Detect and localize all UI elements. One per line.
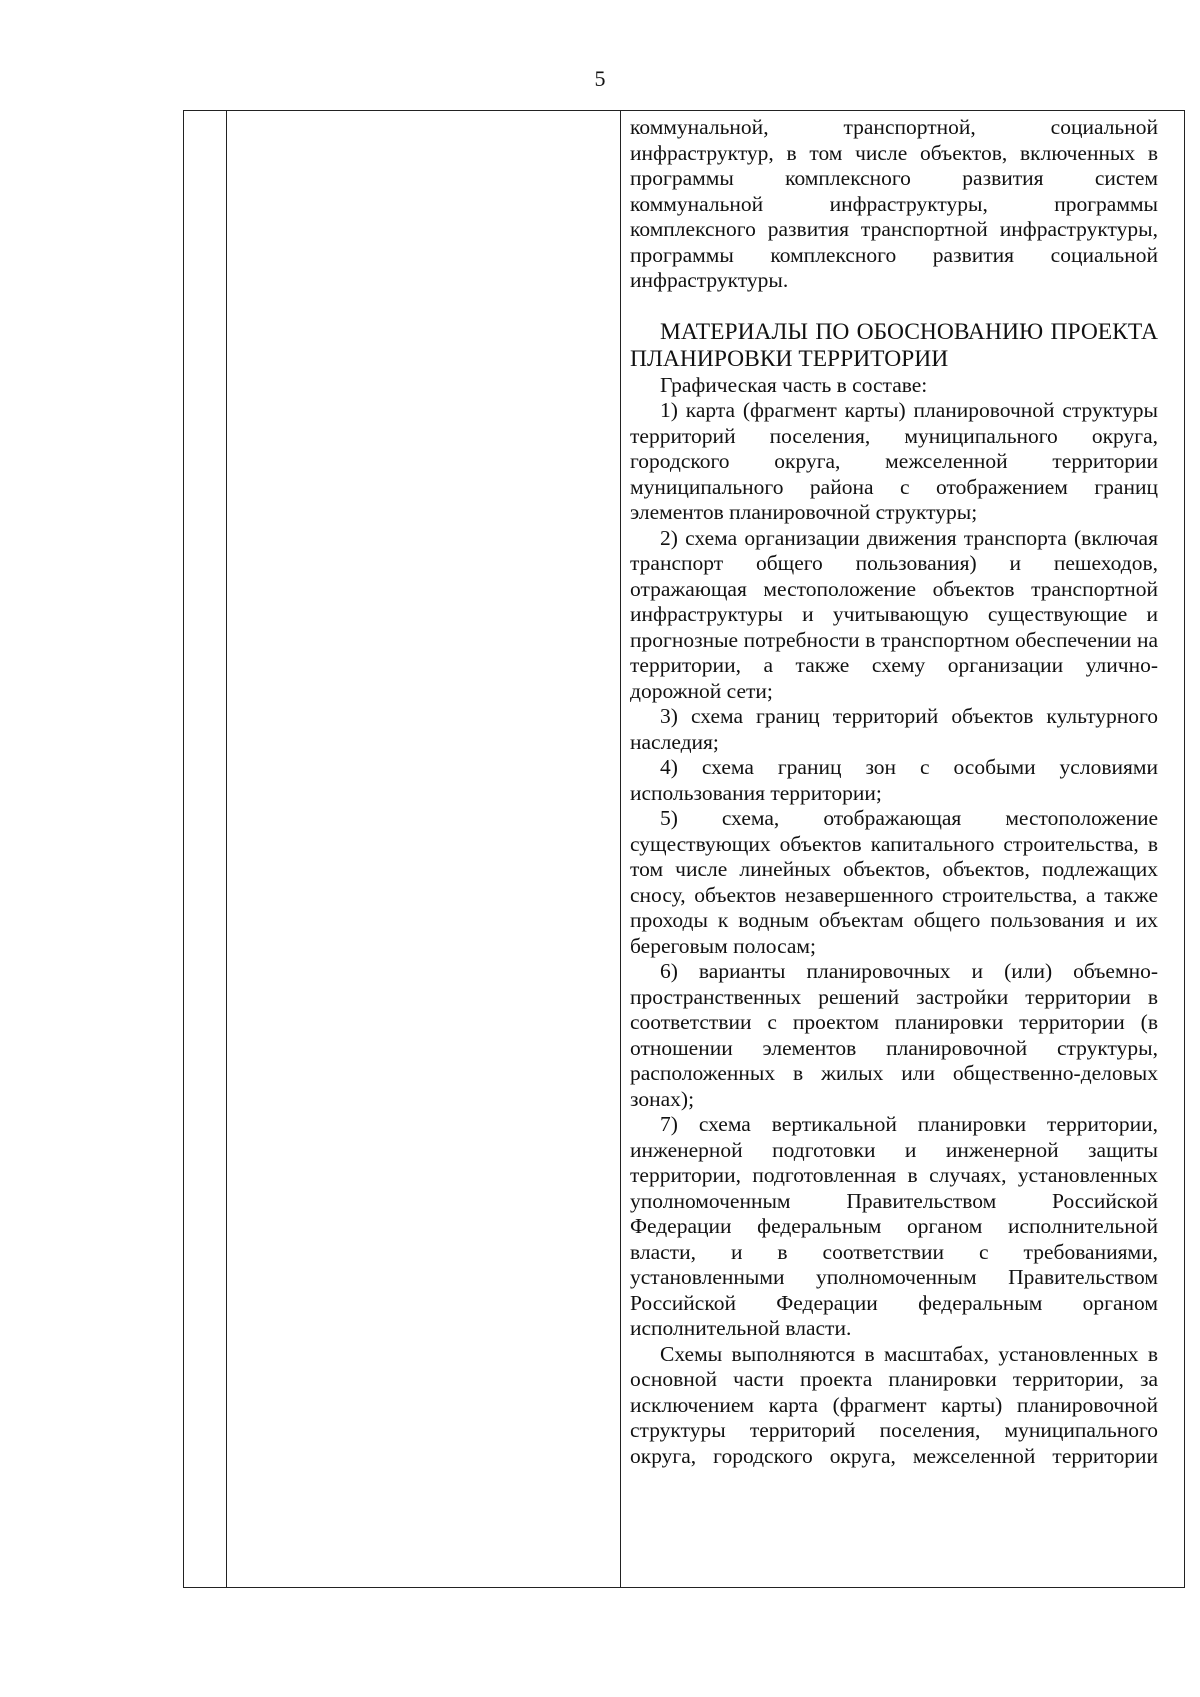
list-item-6: 6) варианты планировочных и (или) объемно-пространственных решений застройки территории в соответствии с проектом планировки территории (в отношении элементов планировочной структуры, расположенных в жилых или общественно-деловых зонах); (630, 959, 1158, 1111)
list-item-7: 7) схема вертикальной планировки территории, инженерной подготовки и инженерной защиты территории, подготовленная в случаях, установленных уполномоченным Правительством Российской Федерации федеральным органом исполнительной власти, и в соответствии с требованиями, установленными уполномоченным Правительством Российской Федерации федеральным органом исполнительной власти. (630, 1112, 1158, 1340)
list-item-3: 3) схема границ территорий объектов культурного наследия; (630, 704, 1158, 754)
section-heading: МАТЕРИАЛЫ ПО ОБОСНОВАНИЮ ПРОЕКТА ПЛАНИРОВКИ ТЕРРИТОРИИ (630, 318, 1158, 372)
column-divider-1 (226, 111, 227, 1587)
schemes-paragraph: Схемы выполняются в масштабах, установленных в основной части проекта планировки территории, за исключением карта (фрагмент карты) планировочной структуры территорий поселения, муниципального округа, городского округа, межселенной территории (630, 1341, 1158, 1468)
list-item-1: 1) карта (фрагмент карты) планировочной структуры территорий поселения, муниципального округа, городского округа, межселенной территории муниципального района с отображением границ элементов планировочной структуры; (630, 398, 1158, 524)
document-table (183, 110, 1185, 1588)
page-number: 5 (594, 66, 606, 91)
list-item-5: 5) схема, отображающая местоположение существующих объектов капитального строительства, в том числе линейных объектов, объектов, подлежащих сносу, объектов незавершенного строительства, а также проходы к водным объектам общего пользования и их береговым полосам; (630, 806, 1158, 958)
graphic-part-label: Графическая часть в составе: (660, 372, 928, 397)
list-item-4: 4) схема границ зон с особыми условиями использования территории; (630, 755, 1158, 805)
table-cell-content (630, 115, 1158, 1469)
column-divider-2 (620, 111, 621, 1587)
list-item-2: 2) схема организации движения транспорта (включая транспорт общего пользования) и пешеходов, отражающая местоположение объектов транспортной инфраструктуры и учитывающую существующие и прогнозные потребности в транспортном обеспечении на территории, а также схему организации улично-дорожной сети; (630, 525, 1158, 703)
intro-paragraph: коммунальной, транспортной, социальной инфраструктур, в том числе объектов, включенных в программы комплексного развития систем коммунальной инфраструктуры, программы комплексного развития транспортной инфраструктуры, программы комплексного развития социальной инфраструктуры. (630, 115, 1158, 292)
